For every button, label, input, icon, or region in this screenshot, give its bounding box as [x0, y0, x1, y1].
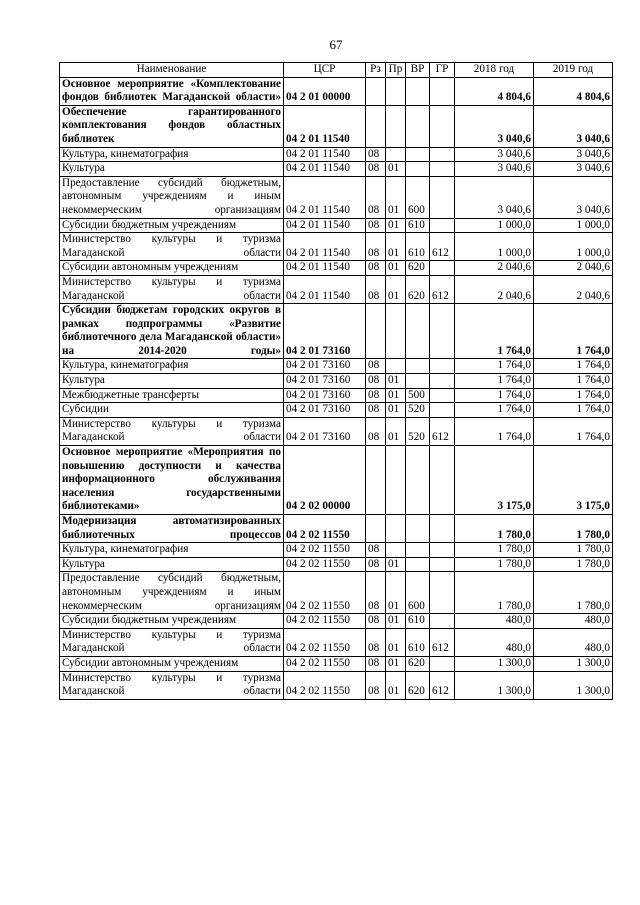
cell-2019: 480,0: [534, 614, 613, 629]
cell-pr: [386, 147, 406, 162]
cell-name: Обеспечение гарантированного комплектования фондов областных библиотек: [60, 105, 284, 147]
cell-2019: 480,0: [534, 628, 613, 656]
cell-csr: 04 2 01 00000: [284, 77, 366, 105]
cell-2019: 3 040,6: [534, 147, 613, 162]
cell-csr: 04 2 02 11550: [284, 656, 366, 671]
cell-vr: 600: [406, 176, 430, 218]
cell-gr: [430, 261, 455, 276]
cell-csr: 04 2 02 11550: [284, 543, 366, 558]
cell-2018: 1 780,0: [455, 557, 534, 572]
table-row: [60, 261, 613, 276]
cell-2019: 1 780,0: [534, 572, 613, 614]
cell-2019: 1 764,0: [534, 304, 613, 359]
cell-gr: [430, 374, 455, 389]
cell-2018: 1 000,0: [455, 233, 534, 261]
cell-2018: 1 300,0: [455, 671, 534, 699]
cell-2019: 1 300,0: [534, 656, 613, 671]
table-row: [60, 176, 613, 218]
cell-vr: 500: [406, 388, 430, 403]
cell-gr: [430, 515, 455, 543]
cell-2018: 1 000,0: [455, 218, 534, 233]
cell-rz: 08: [366, 176, 386, 218]
table-row: [60, 162, 613, 177]
cell-2018: 3 040,6: [455, 105, 534, 147]
cell-vr: 620: [406, 275, 430, 303]
cell-2018: 3 175,0: [455, 446, 534, 515]
header-2019: 2019 год: [534, 63, 613, 78]
table-row: [60, 557, 613, 572]
cell-vr: 610: [406, 233, 430, 261]
cell-pr: 01: [386, 614, 406, 629]
cell-csr: 04 2 01 73160: [284, 417, 366, 445]
cell-pr: 01: [386, 388, 406, 403]
cell-vr: [406, 147, 430, 162]
cell-gr: [430, 557, 455, 572]
cell-2018: 2 040,6: [455, 261, 534, 276]
cell-2018: 3 040,6: [455, 162, 534, 177]
cell-name: Субсидии автономным учреждениям: [60, 656, 284, 671]
cell-2018: 1 764,0: [455, 374, 534, 389]
cell-pr: [386, 304, 406, 359]
header-rz: Рз: [366, 63, 386, 78]
cell-gr: [430, 572, 455, 614]
cell-csr: 04 2 01 11540: [284, 275, 366, 303]
cell-rz: 08: [366, 628, 386, 656]
cell-vr: [406, 557, 430, 572]
cell-rz: [366, 446, 386, 515]
cell-pr: [386, 446, 406, 515]
table-row: [60, 656, 613, 671]
cell-name: Субсидии бюджетным учреждениям: [60, 614, 284, 629]
cell-rz: 08: [366, 275, 386, 303]
cell-gr: [430, 359, 455, 374]
table-row: [60, 543, 613, 558]
cell-vr: 610: [406, 628, 430, 656]
cell-vr: [406, 105, 430, 147]
cell-2019: 3 175,0: [534, 446, 613, 515]
cell-2018: 1 764,0: [455, 403, 534, 418]
header-pr: Пр: [386, 63, 406, 78]
cell-name: Межбюджетные трансферты: [60, 388, 284, 403]
cell-2018: 1 300,0: [455, 656, 534, 671]
cell-pr: 01: [386, 261, 406, 276]
cell-rz: 08: [366, 261, 386, 276]
cell-name: Субсидии бюджетам городских округов в рамках подпрограммы «Развитие библиотечного дела Магаданской области» на 2014-2020 годы»: [60, 304, 284, 359]
cell-pr: 01: [386, 162, 406, 177]
cell-csr: 04 2 01 11540: [284, 233, 366, 261]
cell-2018: 480,0: [455, 614, 534, 629]
cell-name: Министерство культуры и туризма Магаданской области: [60, 275, 284, 303]
cell-2018: 2 040,6: [455, 275, 534, 303]
cell-csr: 04 2 01 11540: [284, 162, 366, 177]
header-2018: 2018 год: [455, 63, 534, 78]
table-row: [60, 614, 613, 629]
cell-rz: 08: [366, 218, 386, 233]
cell-vr: [406, 77, 430, 105]
cell-pr: 01: [386, 233, 406, 261]
cell-pr: 01: [386, 671, 406, 699]
cell-csr: 04 2 01 11540: [284, 176, 366, 218]
cell-2018: 1 764,0: [455, 359, 534, 374]
cell-gr: [430, 446, 455, 515]
cell-vr: [406, 515, 430, 543]
cell-csr: 04 2 02 00000: [284, 446, 366, 515]
cell-2019: 1 780,0: [534, 515, 613, 543]
cell-rz: [366, 304, 386, 359]
cell-csr: 04 2 02 11550: [284, 614, 366, 629]
header-csr: ЦСР: [284, 63, 366, 78]
cell-csr: 04 2 02 11550: [284, 671, 366, 699]
cell-2019: 1 764,0: [534, 359, 613, 374]
page-number: 67: [329, 37, 343, 52]
cell-name: Основное мероприятие «Мероприятия по повышению доступности и качества информационного обслуживания населения государственными библиотеками»: [60, 446, 284, 515]
cell-rz: 08: [366, 417, 386, 445]
cell-pr: 01: [386, 656, 406, 671]
cell-gr: [430, 77, 455, 105]
cell-rz: 08: [366, 543, 386, 558]
cell-csr: 04 2 01 11540: [284, 105, 366, 147]
table-row: [60, 275, 613, 303]
cell-2018: 1 764,0: [455, 417, 534, 445]
cell-name: Министерство культуры и туризма Магаданской области: [60, 628, 284, 656]
cell-csr: 04 2 02 11550: [284, 628, 366, 656]
cell-pr: [386, 543, 406, 558]
cell-2018: 480,0: [455, 628, 534, 656]
cell-rz: 08: [366, 147, 386, 162]
cell-2018: 1 764,0: [455, 388, 534, 403]
cell-rz: 08: [366, 557, 386, 572]
cell-2019: 1 300,0: [534, 671, 613, 699]
cell-rz: 08: [366, 388, 386, 403]
cell-vr: 520: [406, 417, 430, 445]
cell-pr: [386, 515, 406, 543]
cell-gr: [430, 218, 455, 233]
cell-rz: [366, 515, 386, 543]
cell-vr: [406, 543, 430, 558]
cell-rz: 08: [366, 162, 386, 177]
table-header-row: [60, 63, 613, 78]
cell-rz: 08: [366, 374, 386, 389]
cell-2018: 1 780,0: [455, 572, 534, 614]
table-row: [60, 374, 613, 389]
cell-vr: 620: [406, 656, 430, 671]
cell-gr: [430, 105, 455, 147]
cell-csr: 04 2 01 11540: [284, 218, 366, 233]
cell-gr: [430, 162, 455, 177]
cell-csr: 04 2 01 73160: [284, 359, 366, 374]
cell-csr: 04 2 01 73160: [284, 304, 366, 359]
cell-pr: 01: [386, 572, 406, 614]
cell-vr: [406, 359, 430, 374]
cell-csr: 04 2 01 73160: [284, 403, 366, 418]
cell-name: Основное мероприятие «Комплектование фондов библиотек Магаданской области»: [60, 77, 284, 105]
cell-2018: 4 804,6: [455, 77, 534, 105]
cell-name: Модернизация автоматизированных библиотечных процессов: [60, 515, 284, 543]
cell-rz: 08: [366, 614, 386, 629]
cell-2019: 3 040,6: [534, 105, 613, 147]
cell-2018: 1 764,0: [455, 304, 534, 359]
cell-csr: 04 2 02 11550: [284, 557, 366, 572]
cell-vr: 620: [406, 261, 430, 276]
cell-2018: 1 780,0: [455, 515, 534, 543]
cell-csr: 04 2 01 73160: [284, 388, 366, 403]
cell-gr: [430, 304, 455, 359]
header-gr: ГР: [430, 63, 455, 78]
cell-2019: 1 780,0: [534, 543, 613, 558]
cell-pr: [386, 77, 406, 105]
cell-gr: [430, 656, 455, 671]
cell-pr: 01: [386, 218, 406, 233]
cell-vr: 620: [406, 671, 430, 699]
cell-name: Министерство культуры и туризма Магаданской области: [60, 671, 284, 699]
cell-rz: 08: [366, 671, 386, 699]
cell-vr: 600: [406, 572, 430, 614]
table-row: [60, 233, 613, 261]
cell-gr: [430, 403, 455, 418]
cell-name: Предоставление субсидий бюджетным, автономным учреждениям и иным некоммерческим организациям: [60, 572, 284, 614]
cell-name: Культура: [60, 557, 284, 572]
cell-2019: 1 000,0: [534, 233, 613, 261]
table-row: [60, 403, 613, 418]
cell-vr: [406, 304, 430, 359]
cell-pr: 01: [386, 417, 406, 445]
cell-csr: 04 2 01 11540: [284, 261, 366, 276]
cell-pr: 01: [386, 176, 406, 218]
cell-2019: 1 764,0: [534, 374, 613, 389]
table-row: [60, 671, 613, 699]
cell-2019: 3 040,6: [534, 176, 613, 218]
table-body: [60, 77, 613, 699]
cell-pr: 01: [386, 275, 406, 303]
cell-gr: 612: [430, 233, 455, 261]
cell-rz: 08: [366, 572, 386, 614]
cell-rz: [366, 77, 386, 105]
cell-2018: 1 780,0: [455, 543, 534, 558]
table-row: [60, 359, 613, 374]
cell-pr: 01: [386, 403, 406, 418]
cell-name: Субсидии автономным учреждениям: [60, 261, 284, 276]
header-name: Наименование: [60, 63, 284, 78]
cell-gr: [430, 388, 455, 403]
cell-name: Министерство культуры и туризма Магаданской области: [60, 233, 284, 261]
cell-gr: 612: [430, 671, 455, 699]
cell-name: Предоставление субсидий бюджетным, автономным учреждениям и иным некоммерческим организациям: [60, 176, 284, 218]
cell-2018: 3 040,6: [455, 147, 534, 162]
table-row: [60, 388, 613, 403]
cell-vr: [406, 374, 430, 389]
cell-name: Министерство культуры и туризма Магаданской области: [60, 417, 284, 445]
budget-table: [59, 62, 613, 700]
cell-csr: 04 2 02 11550: [284, 572, 366, 614]
cell-vr: 610: [406, 218, 430, 233]
table-row: [60, 446, 613, 515]
table-row: [60, 147, 613, 162]
cell-vr: [406, 446, 430, 515]
cell-vr: 520: [406, 403, 430, 418]
cell-2019: 1 780,0: [534, 557, 613, 572]
cell-gr: [430, 614, 455, 629]
cell-pr: [386, 105, 406, 147]
cell-2019: 1 764,0: [534, 417, 613, 445]
cell-vr: 610: [406, 614, 430, 629]
cell-vr: [406, 162, 430, 177]
cell-pr: [386, 359, 406, 374]
cell-csr: 04 2 02 11550: [284, 515, 366, 543]
table-row: [60, 417, 613, 445]
cell-csr: 04 2 01 11540: [284, 147, 366, 162]
cell-name: Субсидии: [60, 403, 284, 418]
cell-2019: 1 764,0: [534, 403, 613, 418]
cell-name: Субсидии бюджетным учреждениям: [60, 218, 284, 233]
table-row: [60, 628, 613, 656]
header-vr: ВР: [406, 63, 430, 78]
table-row: [60, 218, 613, 233]
cell-rz: 08: [366, 359, 386, 374]
cell-2019: 1 764,0: [534, 388, 613, 403]
cell-csr: 04 2 01 73160: [284, 374, 366, 389]
cell-gr: [430, 176, 455, 218]
table-row: [60, 304, 613, 359]
cell-rz: 08: [366, 233, 386, 261]
cell-gr: [430, 543, 455, 558]
table-row: [60, 515, 613, 543]
table-row: [60, 105, 613, 147]
cell-2018: 3 040,6: [455, 176, 534, 218]
cell-2019: 1 000,0: [534, 218, 613, 233]
cell-gr: 612: [430, 275, 455, 303]
cell-rz: 08: [366, 403, 386, 418]
cell-gr: [430, 147, 455, 162]
table-row: [60, 77, 613, 105]
cell-pr: 01: [386, 374, 406, 389]
cell-name: Культура: [60, 162, 284, 177]
cell-pr: 01: [386, 557, 406, 572]
cell-pr: 01: [386, 628, 406, 656]
table-row: [60, 572, 613, 614]
cell-rz: [366, 105, 386, 147]
cell-name: Культура, кинематография: [60, 359, 284, 374]
cell-gr: 612: [430, 417, 455, 445]
cell-name: Культура: [60, 374, 284, 389]
cell-2019: 2 040,6: [534, 261, 613, 276]
cell-2019: 3 040,6: [534, 162, 613, 177]
cell-name: Культура, кинематография: [60, 147, 284, 162]
cell-name: Культура, кинематография: [60, 543, 284, 558]
cell-2019: 4 804,6: [534, 77, 613, 105]
cell-2019: 2 040,6: [534, 275, 613, 303]
cell-gr: 612: [430, 628, 455, 656]
cell-rz: 08: [366, 656, 386, 671]
